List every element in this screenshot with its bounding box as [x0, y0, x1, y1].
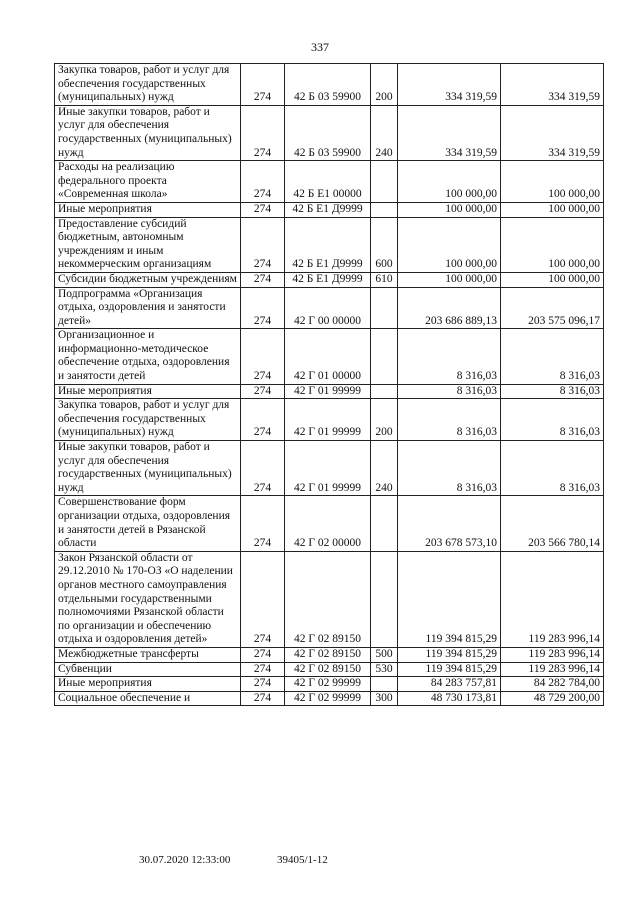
- expense-type-cell: 530: [371, 662, 398, 677]
- amount-2021-cell: 334 319,59: [398, 64, 501, 106]
- expense-type-cell: [371, 161, 398, 203]
- item-name-cell: Закон Рязанской области от 29.12.2010 № 170-ОЗ «О наделении органов местного самоуправления отдельными государственными полномочиями Рязанской области по организации и обеспечению отдыха и оздоровления детей»: [55, 551, 241, 647]
- expense-type-cell: [371, 496, 398, 551]
- item-name-cell: Социальное обеспечение и: [55, 691, 241, 706]
- table-row: [55, 329, 604, 384]
- amount-2022-cell: 48 729 200,00: [501, 691, 604, 706]
- department-code-cell: 274: [241, 677, 285, 692]
- table-row: [55, 647, 604, 662]
- item-name-cell: Закупка товаров, работ и услуг для обеспечения государственных (муниципальных) нужд: [55, 64, 241, 106]
- amount-2022-cell: 119 283 996,14: [501, 662, 604, 677]
- item-name-cell: Субсидии бюджетным учреждениям: [55, 272, 241, 287]
- expense-type-cell: 600: [371, 217, 398, 272]
- table-row: [55, 677, 604, 692]
- table-row: [55, 691, 604, 706]
- department-code-cell: 274: [241, 399, 285, 441]
- print-timestamp: 30.07.2020 12:33:00: [139, 854, 231, 866]
- amount-2022-cell: 119 283 996,14: [501, 647, 604, 662]
- table-row: [55, 217, 604, 272]
- item-name-cell: Иные закупки товаров, работ и услуг для обеспечения государственных (муниципальных) нужд: [55, 441, 241, 496]
- department-code-cell: 274: [241, 64, 285, 106]
- department-code-cell: 274: [241, 551, 285, 647]
- department-code-cell: 274: [241, 217, 285, 272]
- amount-2022-cell: 84 282 784,00: [501, 677, 604, 692]
- item-name-cell: Закупка товаров, работ и услуг для обеспечения государственных (муниципальных) нужд: [55, 399, 241, 441]
- table-row: [55, 551, 604, 647]
- target-article-cell: 42 Г 02 89150: [285, 647, 371, 662]
- item-name-cell: Иные мероприятия: [55, 677, 241, 692]
- amount-2021-cell: 48 730 173,81: [398, 691, 501, 706]
- amount-2021-cell: 119 394 815,29: [398, 647, 501, 662]
- target-article-cell: 42 Г 02 99999: [285, 677, 371, 692]
- expense-type-cell: [371, 202, 398, 217]
- item-name-cell: Субвенции: [55, 662, 241, 677]
- expense-type-cell: 610: [371, 272, 398, 287]
- amount-2021-cell: 119 394 815,29: [398, 551, 501, 647]
- table-row: [55, 662, 604, 677]
- amount-2022-cell: 119 283 996,14: [501, 551, 604, 647]
- target-article-cell: 42 Г 01 00000: [285, 329, 371, 384]
- amount-2022-cell: 8 316,03: [501, 441, 604, 496]
- page-number: 337: [311, 40, 329, 54]
- expense-type-cell: 200: [371, 399, 398, 441]
- expense-type-cell: [371, 384, 398, 399]
- department-code-cell: 274: [241, 441, 285, 496]
- item-name-cell: Подпрограмма «Организация отдыха, оздоровления и занятости детей»: [55, 287, 241, 329]
- expense-type-cell: [371, 551, 398, 647]
- item-name-cell: Предоставление субсидий бюджетным, автономным учреждениям и иным некоммерческим организациям: [55, 217, 241, 272]
- table-row: [55, 384, 604, 399]
- department-code-cell: 274: [241, 384, 285, 399]
- department-code-cell: 274: [241, 287, 285, 329]
- item-name-cell: Совершенствование форм организации отдыха, оздоровления и занятости детей в Рязанской области: [55, 496, 241, 551]
- amount-2022-cell: 334 319,59: [501, 64, 604, 106]
- department-code-cell: 274: [241, 105, 285, 160]
- amount-2021-cell: 100 000,00: [398, 272, 501, 287]
- amount-2022-cell: 8 316,03: [501, 329, 604, 384]
- amount-2022-cell: 8 316,03: [501, 399, 604, 441]
- amount-2021-cell: 100 000,00: [398, 202, 501, 217]
- amount-2021-cell: 8 316,03: [398, 384, 501, 399]
- item-name-cell: Иные мероприятия: [55, 202, 241, 217]
- item-name-cell: Иные мероприятия: [55, 384, 241, 399]
- table-row: [55, 496, 604, 551]
- amount-2021-cell: 100 000,00: [398, 161, 501, 203]
- item-name-cell: Расходы на реализацию федерального проекта «Современная школа»: [55, 161, 241, 203]
- budget-table: [54, 63, 604, 706]
- amount-2021-cell: 8 316,03: [398, 399, 501, 441]
- expense-type-cell: 200: [371, 64, 398, 106]
- table-row: [55, 202, 604, 217]
- department-code-cell: 274: [241, 161, 285, 203]
- budget-table-body: [55, 64, 604, 706]
- table-row: [55, 287, 604, 329]
- target-article-cell: 42 Б Е1 Д9999: [285, 202, 371, 217]
- amount-2022-cell: 203 566 780,14: [501, 496, 604, 551]
- target-article-cell: 42 Б 03 59900: [285, 105, 371, 160]
- target-article-cell: 42 Б Е1 Д9999: [285, 272, 371, 287]
- target-article-cell: 42 Б 03 59900: [285, 64, 371, 106]
- expense-type-cell: 300: [371, 691, 398, 706]
- department-code-cell: 274: [241, 202, 285, 217]
- table-row: [55, 399, 604, 441]
- target-article-cell: 42 Б Е1 00000: [285, 161, 371, 203]
- amount-2021-cell: 8 316,03: [398, 441, 501, 496]
- item-name-cell: Иные закупки товаров, работ и услуг для обеспечения государственных (муниципальных) нужд: [55, 105, 241, 160]
- target-article-cell: 42 Б Е1 Д9999: [285, 217, 371, 272]
- department-code-cell: 274: [241, 647, 285, 662]
- table-row: [55, 272, 604, 287]
- item-name-cell: Организационное и информационно-методическое обеспечение отдыха, оздоровления и занятости детей: [55, 329, 241, 384]
- amount-2021-cell: 119 394 815,29: [398, 662, 501, 677]
- amount-2021-cell: 8 316,03: [398, 329, 501, 384]
- amount-2022-cell: 100 000,00: [501, 161, 604, 203]
- amount-2021-cell: 84 283 757,81: [398, 677, 501, 692]
- expense-type-cell: 500: [371, 647, 398, 662]
- expense-type-cell: 240: [371, 441, 398, 496]
- department-code-cell: 274: [241, 272, 285, 287]
- table-row: [55, 161, 604, 203]
- table-row: [55, 64, 604, 106]
- target-article-cell: 42 Г 02 00000: [285, 496, 371, 551]
- department-code-cell: 274: [241, 496, 285, 551]
- target-article-cell: 42 Г 01 99999: [285, 384, 371, 399]
- expense-type-cell: [371, 329, 398, 384]
- table-row: [55, 441, 604, 496]
- amount-2022-cell: 8 316,03: [501, 384, 604, 399]
- department-code-cell: 274: [241, 691, 285, 706]
- department-code-cell: 274: [241, 662, 285, 677]
- target-article-cell: 42 Г 02 89150: [285, 662, 371, 677]
- expense-type-cell: [371, 287, 398, 329]
- amount-2022-cell: 334 319,59: [501, 105, 604, 160]
- item-name-cell: Межбюджетные трансферты: [55, 647, 241, 662]
- amount-2021-cell: 334 319,59: [398, 105, 501, 160]
- target-article-cell: 42 Г 00 00000: [285, 287, 371, 329]
- expense-type-cell: 240: [371, 105, 398, 160]
- table-row: [55, 105, 604, 160]
- amount-2021-cell: 203 686 889,13: [398, 287, 501, 329]
- expense-type-cell: [371, 677, 398, 692]
- target-article-cell: 42 Г 01 99999: [285, 441, 371, 496]
- department-code-cell: 274: [241, 329, 285, 384]
- amount-2022-cell: 203 575 096,17: [501, 287, 604, 329]
- target-article-cell: 42 Г 02 89150: [285, 551, 371, 647]
- amount-2022-cell: 100 000,00: [501, 272, 604, 287]
- amount-2022-cell: 100 000,00: [501, 202, 604, 217]
- document-number: 39405/1-12: [277, 854, 328, 866]
- amount-2021-cell: 100 000,00: [398, 217, 501, 272]
- target-article-cell: 42 Г 01 99999: [285, 399, 371, 441]
- amount-2022-cell: 100 000,00: [501, 217, 604, 272]
- amount-2021-cell: 203 678 573,10: [398, 496, 501, 551]
- target-article-cell: 42 Г 02 99999: [285, 691, 371, 706]
